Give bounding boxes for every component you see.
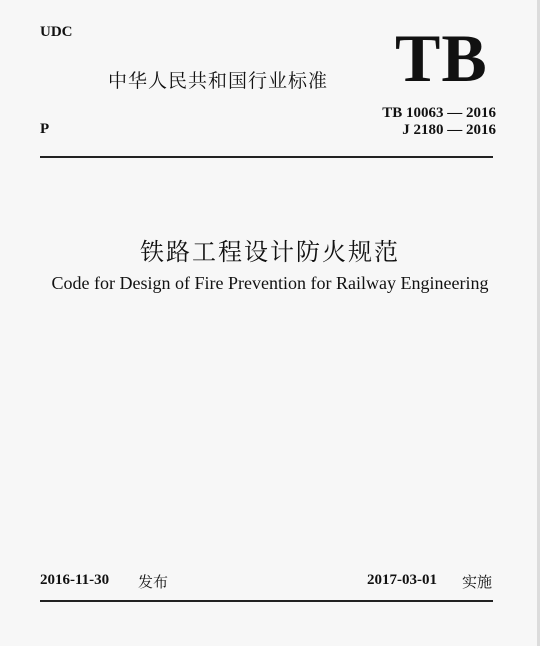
implementation-date: 2017-03-01 bbox=[367, 572, 437, 588]
top-divider bbox=[40, 156, 493, 158]
issue-date: 2016-11-30 bbox=[40, 572, 110, 588]
bottom-divider bbox=[40, 600, 493, 602]
tb-logo: TB bbox=[395, 20, 488, 96]
udc-label: UDC bbox=[40, 24, 73, 40]
filing-number: J 2180 — 2016 bbox=[402, 122, 496, 138]
title-english: Code for Design of Fire Prevention for Railway Engineering bbox=[51, 273, 489, 293]
title-chinese: 铁路工程设计防火规范 bbox=[140, 238, 400, 266]
issue-label: 发布 bbox=[138, 573, 169, 591]
standard-number: TB 10063 — 2016 bbox=[382, 105, 496, 121]
implementation-label: 实施 bbox=[462, 573, 493, 591]
classification-code: P bbox=[40, 121, 50, 137]
standard-category: 中华人民共和国行业标准 bbox=[108, 70, 329, 92]
